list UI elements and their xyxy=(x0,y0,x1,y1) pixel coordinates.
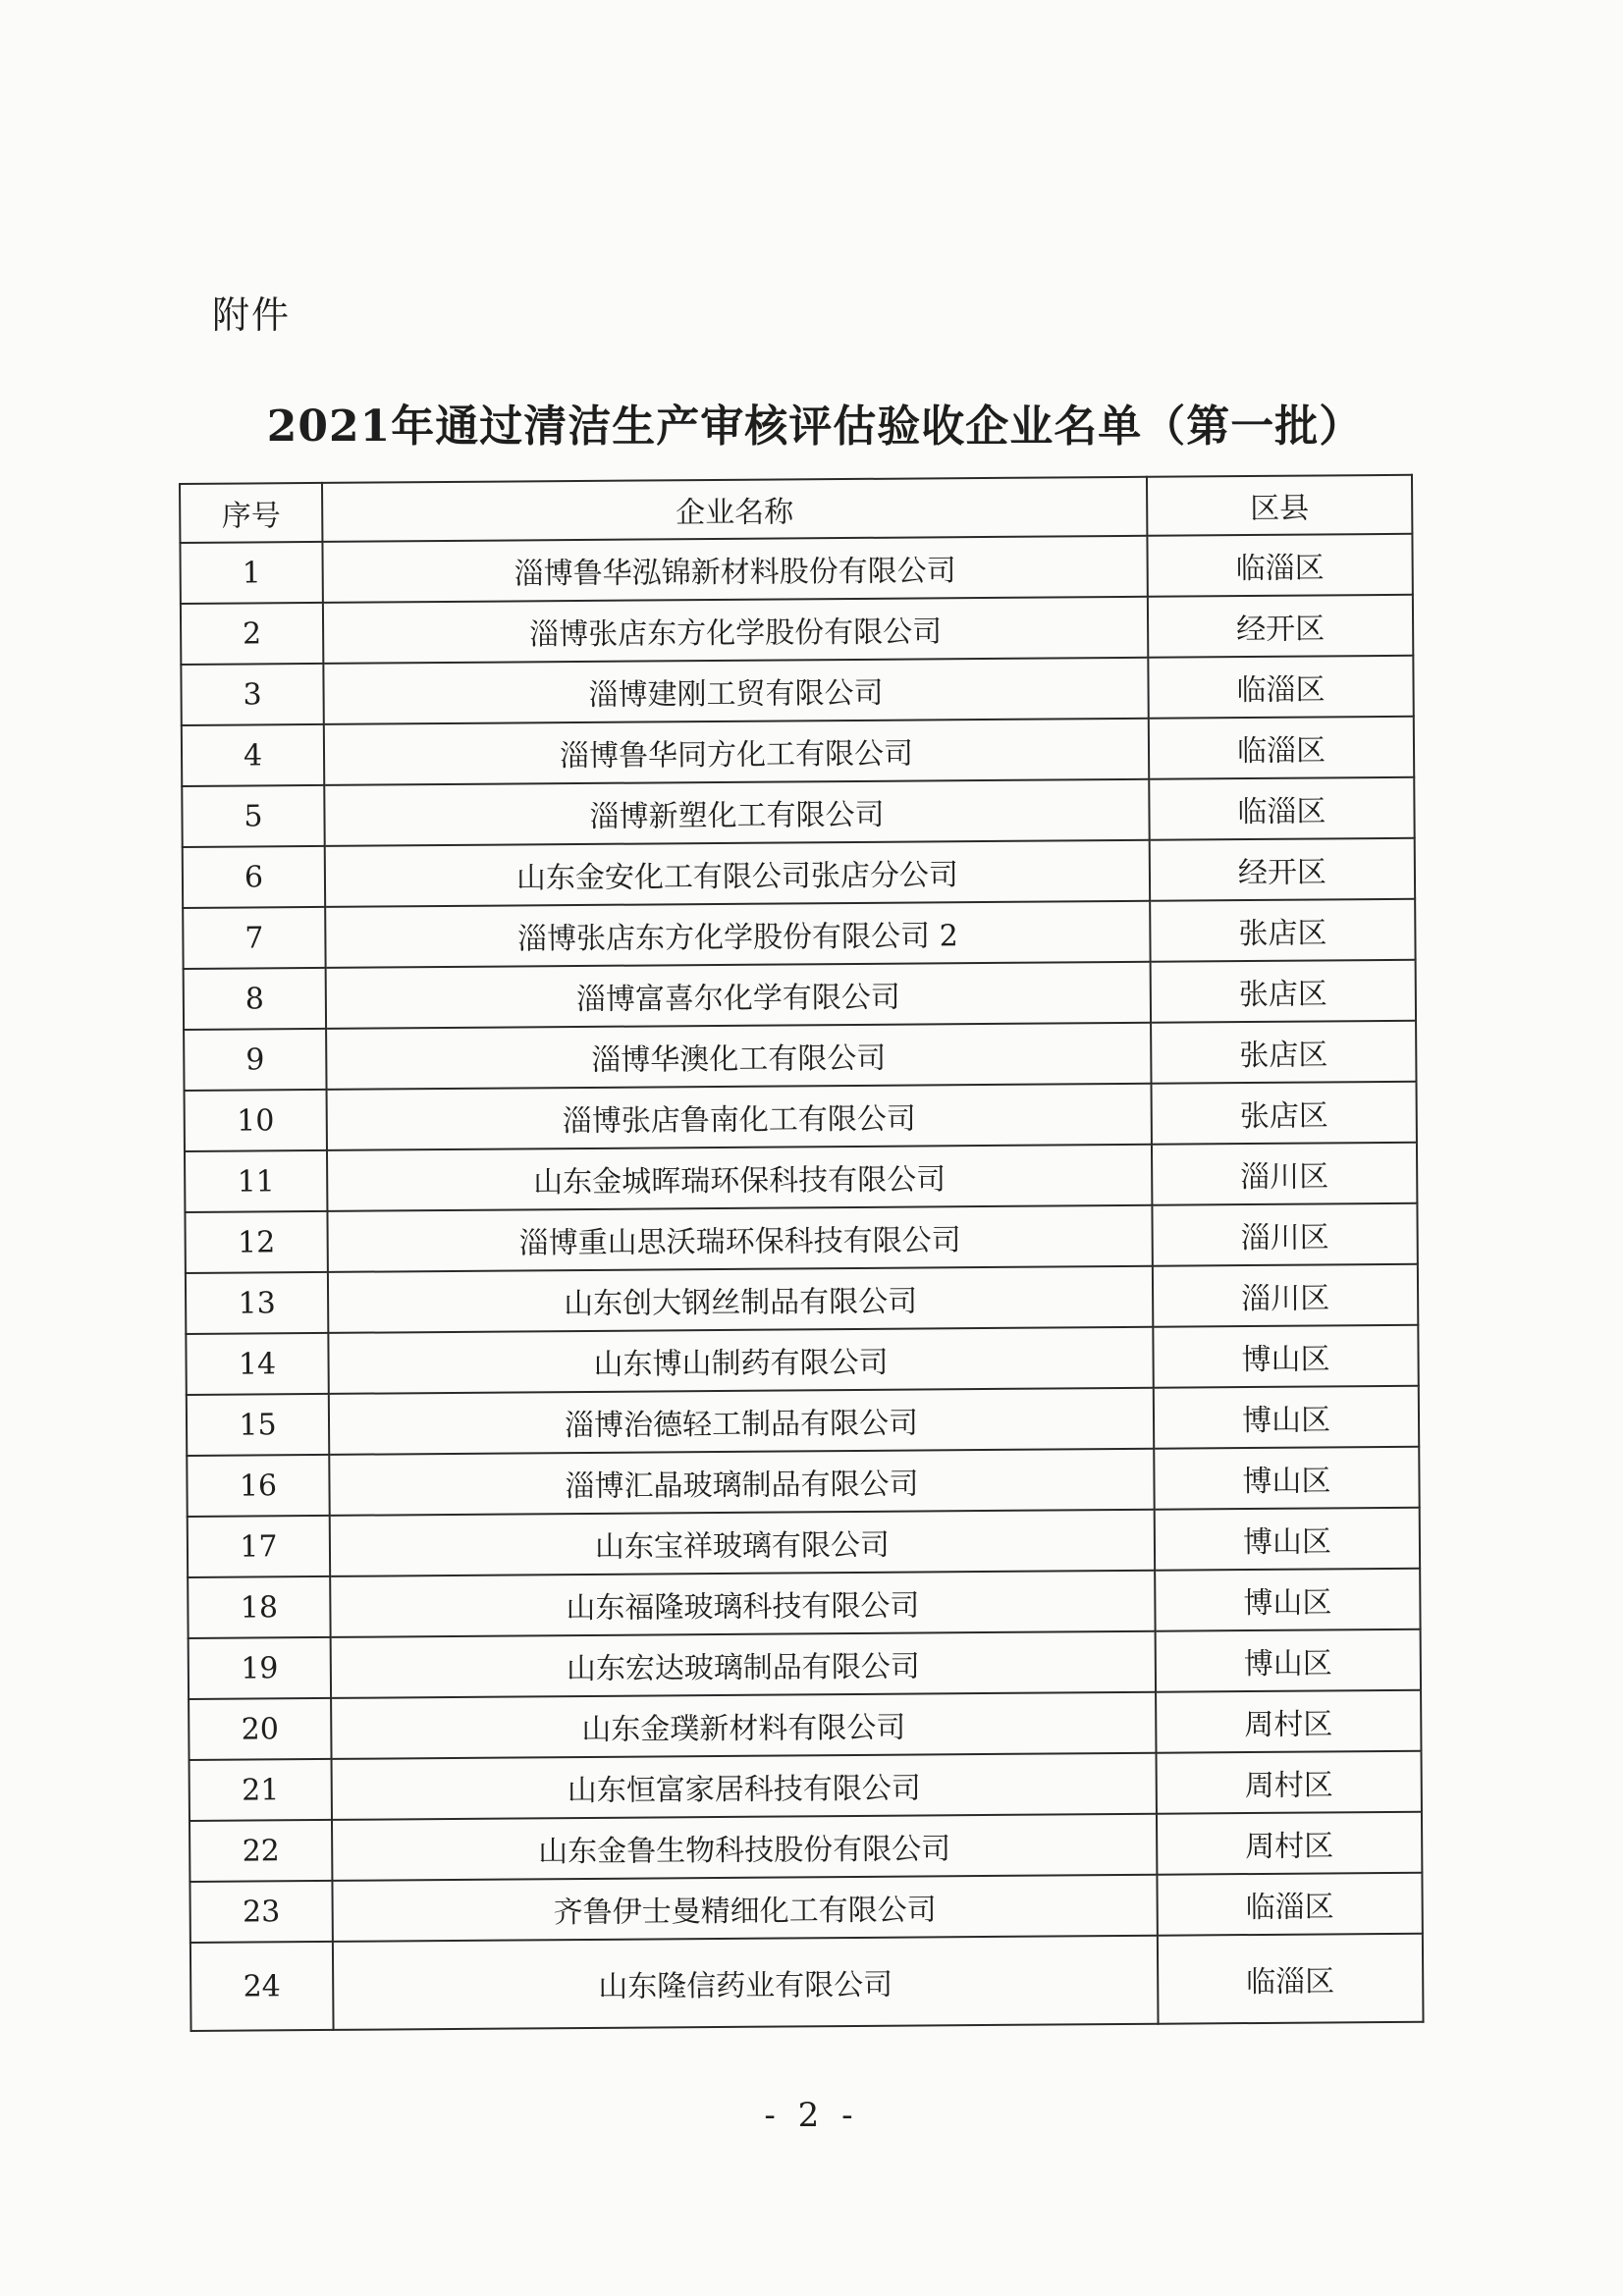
cell-district: 经开区 xyxy=(1148,595,1413,658)
cell-company-name: 山东隆信药业有限公司 xyxy=(333,1936,1159,2030)
table-row xyxy=(180,534,1412,604)
cell-company-name: 淄博鲁华同方化工有限公司 xyxy=(324,719,1149,785)
cell-company-name: 淄博张店东方化学股份有限公司 xyxy=(323,597,1148,664)
cell-district: 张店区 xyxy=(1152,1082,1417,1145)
cell-district: 博山区 xyxy=(1154,1386,1419,1449)
table-row xyxy=(189,1873,1422,1943)
cell-company-name: 山东金城晖瑞环保科技有限公司 xyxy=(327,1145,1152,1211)
cell-company-name: 山东金璞新材料有限公司 xyxy=(331,1692,1156,1759)
attachment-label: 附件 xyxy=(212,294,292,337)
cell-serial-number: 2 xyxy=(181,603,323,665)
cell-company-name: 山东福隆玻璃科技有限公司 xyxy=(330,1571,1155,1637)
table-header-row xyxy=(180,475,1412,543)
table-row xyxy=(183,899,1415,969)
header-serial-number: 序号 xyxy=(180,483,322,543)
cell-serial-number: 24 xyxy=(190,1942,334,2031)
table-row xyxy=(188,1569,1420,1638)
document-title: 2021年通过清洁生产审核评估验收企业名单（第一批） xyxy=(266,401,1364,452)
table-row xyxy=(184,960,1416,1030)
header-company-name: 企业名称 xyxy=(322,477,1147,542)
cell-company-name: 淄博张店东方化学股份有限公司 2 xyxy=(325,901,1150,968)
table-row xyxy=(190,1934,1424,2031)
table-row xyxy=(181,656,1413,725)
cell-company-name: 山东博山制药有限公司 xyxy=(328,1327,1153,1394)
cell-company-name: 山东金安化工有限公司张店分公司 xyxy=(325,840,1150,907)
table-row xyxy=(182,777,1414,847)
cell-district: 博山区 xyxy=(1156,1629,1421,1692)
cell-serial-number: 14 xyxy=(186,1333,328,1395)
cell-district: 周村区 xyxy=(1157,1751,1422,1814)
cell-serial-number: 16 xyxy=(187,1455,329,1517)
table-row xyxy=(185,1082,1417,1151)
table-row xyxy=(189,1629,1421,1699)
cell-company-name: 淄博华澳化工有限公司 xyxy=(326,1023,1151,1090)
cell-company-name: 淄博鲁华泓锦新材料股份有限公司 xyxy=(322,536,1147,603)
table-row xyxy=(185,1143,1417,1212)
cell-district: 博山区 xyxy=(1154,1447,1419,1510)
cell-company-name: 齐鲁伊士曼精细化工有限公司 xyxy=(332,1875,1157,1942)
cell-serial-number: 21 xyxy=(189,1759,332,1821)
cell-serial-number: 13 xyxy=(186,1272,328,1334)
company-table-wrapper xyxy=(179,474,1423,2032)
table-row xyxy=(183,838,1415,908)
cell-serial-number: 8 xyxy=(184,968,326,1030)
cell-district: 淄川区 xyxy=(1152,1143,1417,1205)
cell-district: 周村区 xyxy=(1156,1690,1421,1753)
cell-serial-number: 4 xyxy=(182,724,324,786)
cell-company-name: 山东宝祥玻璃有限公司 xyxy=(330,1510,1155,1576)
table-row xyxy=(187,1447,1419,1517)
table-row xyxy=(189,1751,1422,1821)
table-row xyxy=(182,717,1414,786)
cell-company-name: 淄博建刚工贸有限公司 xyxy=(323,658,1148,724)
cell-serial-number: 20 xyxy=(189,1698,331,1760)
cell-serial-number: 6 xyxy=(183,846,325,908)
cell-district: 经开区 xyxy=(1150,838,1415,901)
cell-district: 临淄区 xyxy=(1157,1873,1422,1936)
cell-company-name: 淄博新塑化工有限公司 xyxy=(324,779,1149,846)
cell-district: 周村区 xyxy=(1157,1812,1422,1875)
cell-district: 淄川区 xyxy=(1152,1203,1417,1266)
table-row xyxy=(185,1203,1417,1273)
cell-district: 临淄区 xyxy=(1148,656,1413,719)
cell-serial-number: 19 xyxy=(189,1637,331,1699)
cell-district: 淄川区 xyxy=(1153,1264,1418,1327)
header-district: 区县 xyxy=(1147,475,1412,536)
cell-district: 临淄区 xyxy=(1147,534,1412,597)
company-table xyxy=(179,474,1425,2032)
cell-serial-number: 23 xyxy=(189,1881,332,1943)
cell-district: 临淄区 xyxy=(1149,717,1414,779)
cell-company-name: 淄博张店鲁南化工有限公司 xyxy=(327,1084,1152,1150)
table-row xyxy=(184,1021,1416,1091)
cell-district: 博山区 xyxy=(1155,1508,1420,1571)
page-number: - 2 - xyxy=(764,2096,859,2135)
table-row xyxy=(187,1386,1419,1456)
cell-serial-number: 12 xyxy=(185,1211,327,1273)
cell-company-name: 山东恒富家居科技有限公司 xyxy=(332,1753,1157,1820)
cell-company-name: 淄博富喜尔化学有限公司 xyxy=(326,962,1151,1029)
cell-district: 张店区 xyxy=(1151,1021,1416,1084)
cell-district: 张店区 xyxy=(1150,899,1415,962)
table-body xyxy=(180,534,1423,2031)
table-row xyxy=(189,1812,1422,1882)
cell-serial-number: 1 xyxy=(180,542,322,604)
table-row xyxy=(189,1690,1421,1760)
table-row xyxy=(186,1264,1418,1334)
cell-serial-number: 10 xyxy=(185,1090,327,1151)
cell-company-name: 山东创大钢丝制品有限公司 xyxy=(328,1266,1153,1333)
cell-serial-number: 3 xyxy=(181,664,323,725)
cell-district: 临淄区 xyxy=(1158,1934,1424,2024)
cell-district: 临淄区 xyxy=(1149,777,1414,840)
cell-company-name: 淄博重山思沃瑞环保科技有限公司 xyxy=(327,1205,1152,1272)
cell-serial-number: 17 xyxy=(188,1516,330,1577)
cell-district: 博山区 xyxy=(1155,1569,1420,1631)
cell-district: 张店区 xyxy=(1151,960,1416,1023)
cell-serial-number: 22 xyxy=(189,1820,332,1882)
cell-serial-number: 11 xyxy=(185,1150,327,1212)
table-row xyxy=(188,1508,1420,1577)
cell-company-name: 山东金鲁生物科技股份有限公司 xyxy=(332,1814,1157,1881)
cell-company-name: 淄博治德轻工制品有限公司 xyxy=(329,1388,1154,1455)
cell-serial-number: 7 xyxy=(183,907,325,969)
cell-serial-number: 5 xyxy=(182,785,324,847)
cell-serial-number: 18 xyxy=(188,1576,330,1638)
cell-serial-number: 9 xyxy=(184,1029,326,1091)
cell-serial-number: 15 xyxy=(187,1394,329,1456)
cell-company-name: 山东宏达玻璃制品有限公司 xyxy=(331,1631,1156,1698)
cell-company-name: 淄博汇晶玻璃制品有限公司 xyxy=(329,1449,1154,1516)
table-row xyxy=(186,1325,1418,1395)
table-row xyxy=(181,595,1413,665)
cell-district: 博山区 xyxy=(1153,1325,1418,1388)
